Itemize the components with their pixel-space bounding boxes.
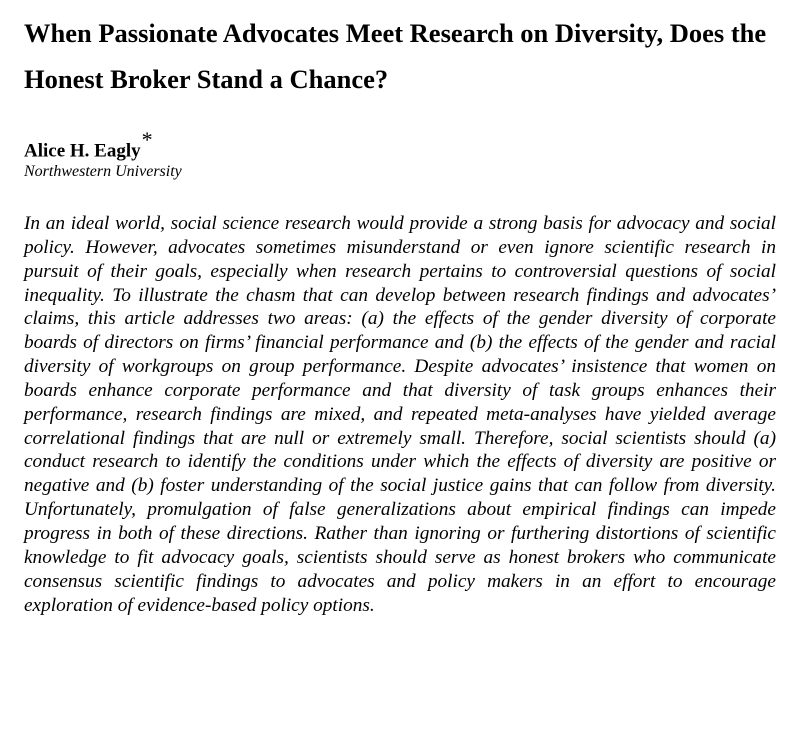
author-footnote-mark[interactable]: * bbox=[141, 127, 153, 152]
author-name: Alice H. Eagly bbox=[24, 140, 141, 162]
abstract-text: In an ideal world, social science research would provide a strong basis for advocacy and social policy. However, advocates sometimes misunderstand or even ignore scientific research in pursuit of their goals, especially when research pertains to controversial questions of social inequality. To illustrate the chasm that can develop between research findings and advocates’ claims, this article addresses two areas: (a) the effects of the gender diversity of corporate boards of directors on firms’ financial performance and (b) the effects of the gender and racial diversity of workgroups on group performance. Despite advocates’ insistence that women on boards enhance corporate performance and that diversity of task groups enhances their performance, research findings are mixed, and repeated meta-analyses have yielded average correlational findings that are null or extremely small. Therefore, social scientists should (a) conduct research to identify the conditions under which the effects of diversity are positive or negative and (b) foster understanding of the social justice gains that can follow from diversity. Unfortunately, promulgation of false generalizations about empirical findings can impede progress in both of these directions. Rather than ignoring or furthering distortions of scientific knowledge to fit advocacy goals, scientists should serve as honest brokers who communicate consensus scientific findings to advocates and policy makers in an effort to encourage exploration of evidence-based policy options. bbox=[24, 213, 776, 616]
author-affiliation: Northwestern University bbox=[24, 163, 182, 180]
author-line bbox=[24, 127, 153, 163]
paper-title: When Passionate Advocates Meet Research on Diversity, Does the Honest Broker Stand a Chance? bbox=[24, 18, 767, 94]
